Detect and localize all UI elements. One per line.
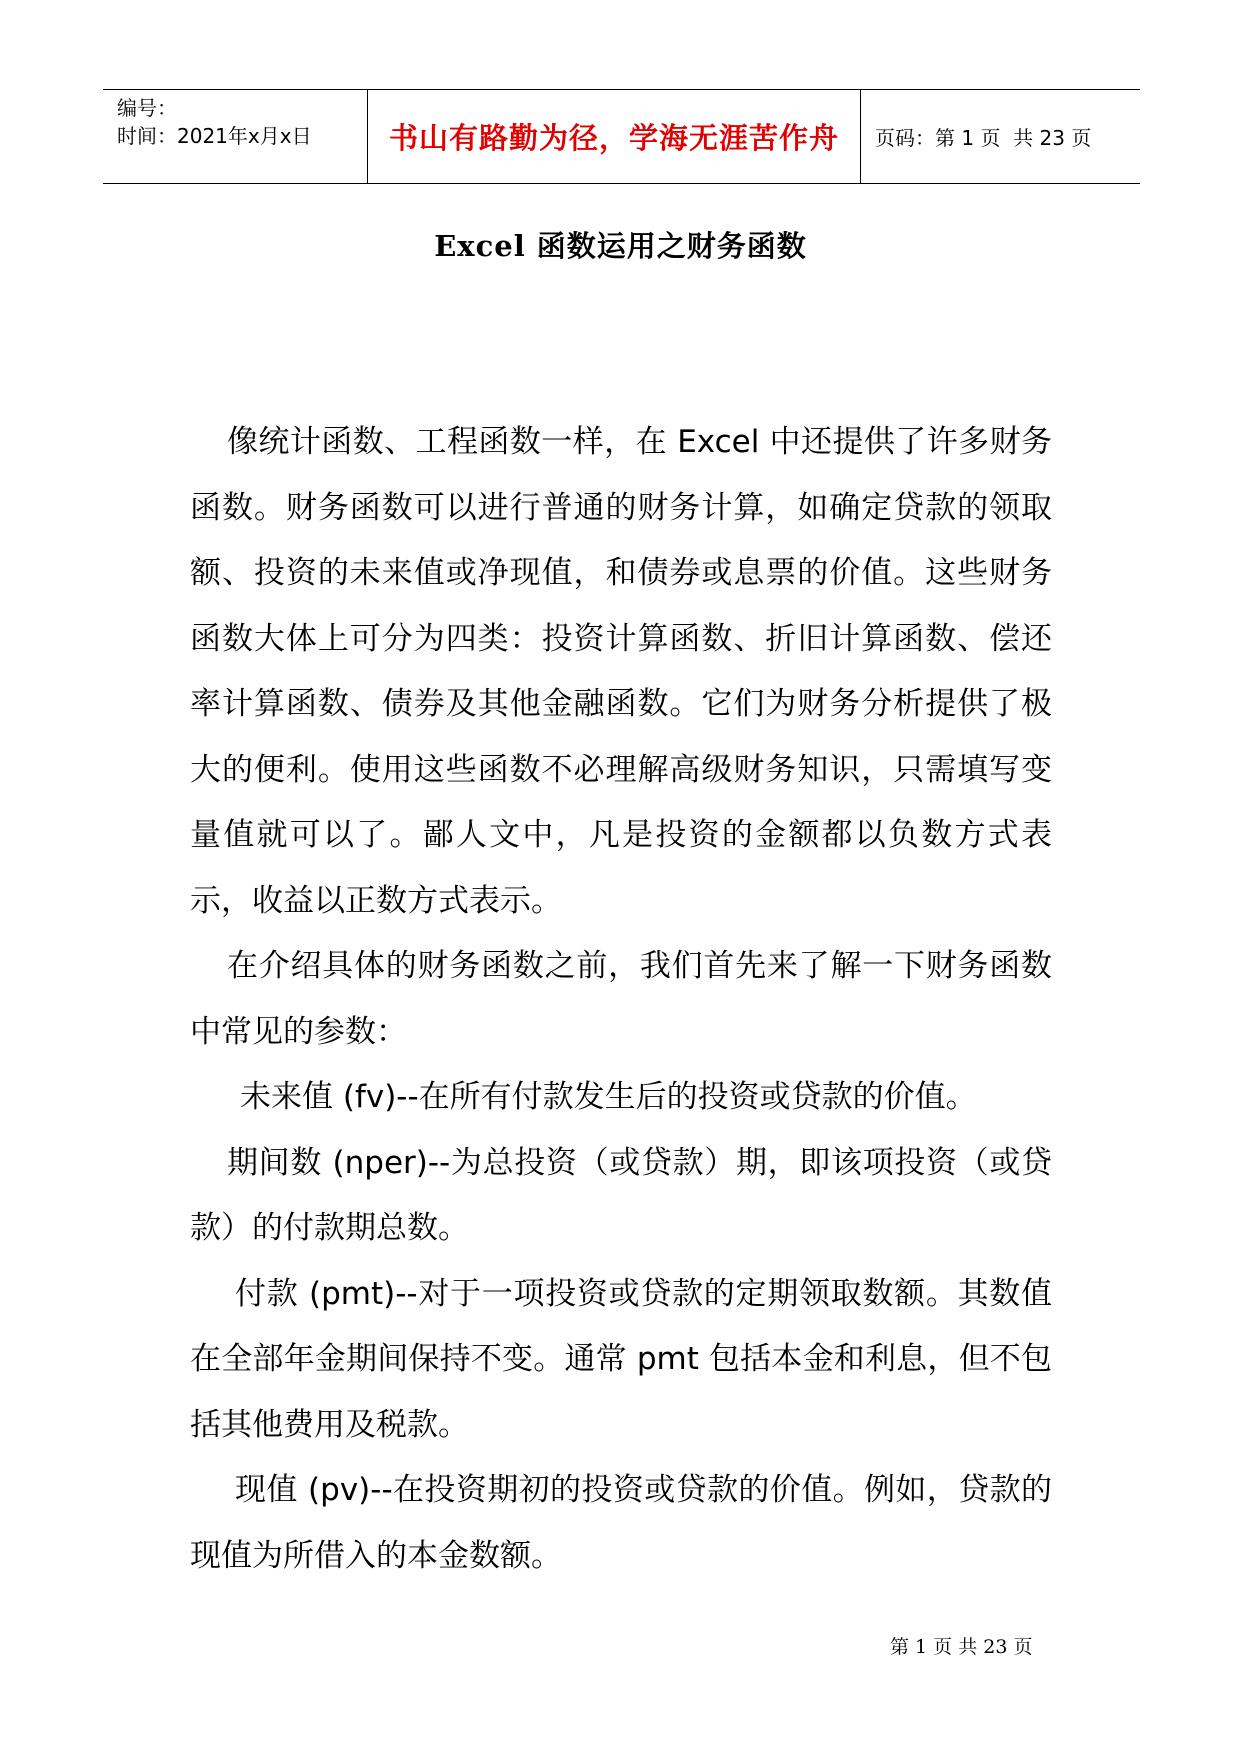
paragraph-intro: 像统计函数、工程函数一样，在 Excel 中还提供了许多财务函数。财务函数可以进行普通的财务计算，如确定贷款的领取额、投资的未来值或净现值，和债券或息票的价值。这些财务函数大体上可分为四类：投资计算函数、折旧计算函数、偿还率计算函数、债券及其他金融函数。它们为财务分析提供了极大的便利。使用这些函数不必理解高级财务知识，只需填写变量值就可以了。鄙人文中，凡是投资的金额都以负数方式表示，收益以正数方式表示。 xyxy=(190,424,1052,919)
paragraph-pv: 现值 (pv)--在投资期初的投资或贷款的价值。例如，贷款的现值为所借入的本金数额。 xyxy=(190,1472,1052,1574)
document-title: Excel 函数运用之财务函数 xyxy=(434,229,807,263)
header-meta xyxy=(103,90,368,183)
header-motto: 书山有路勤为径，学海无涯苦作舟 xyxy=(368,90,861,183)
paragraph-fv: 未来值 (fv)--在所有付款发生后的投资或贷款的价值。 xyxy=(240,1079,977,1115)
document-time-label: 时间：2021年x月x日 xyxy=(117,124,312,148)
page-header xyxy=(103,89,1140,184)
paragraph-pmt: 付款 (pmt)--对于一项投资或贷款的定期领取数额。其数值在全部年金期间保持不变。通常 pmt 包括本金和利息，但不包括其他费用及税款。 xyxy=(190,1275,1052,1443)
document-body xyxy=(190,410,1052,1589)
page-footer: 第 1 页 共 23 页 xyxy=(890,1636,1033,1658)
paragraph-nper: 期间数 (nper)--为总投资（或贷款）期，即该项投资（或贷款）的付款期总数。 xyxy=(190,1144,1052,1246)
document-number-label: 编号： xyxy=(117,96,177,120)
header-page-info: 页码：第 1 页 共 23 页 xyxy=(875,126,1092,150)
paragraph-parameters-intro: 在介绍具体的财务函数之前，我们首先来了解一下财务函数中常见的参数： xyxy=(190,948,1052,1050)
